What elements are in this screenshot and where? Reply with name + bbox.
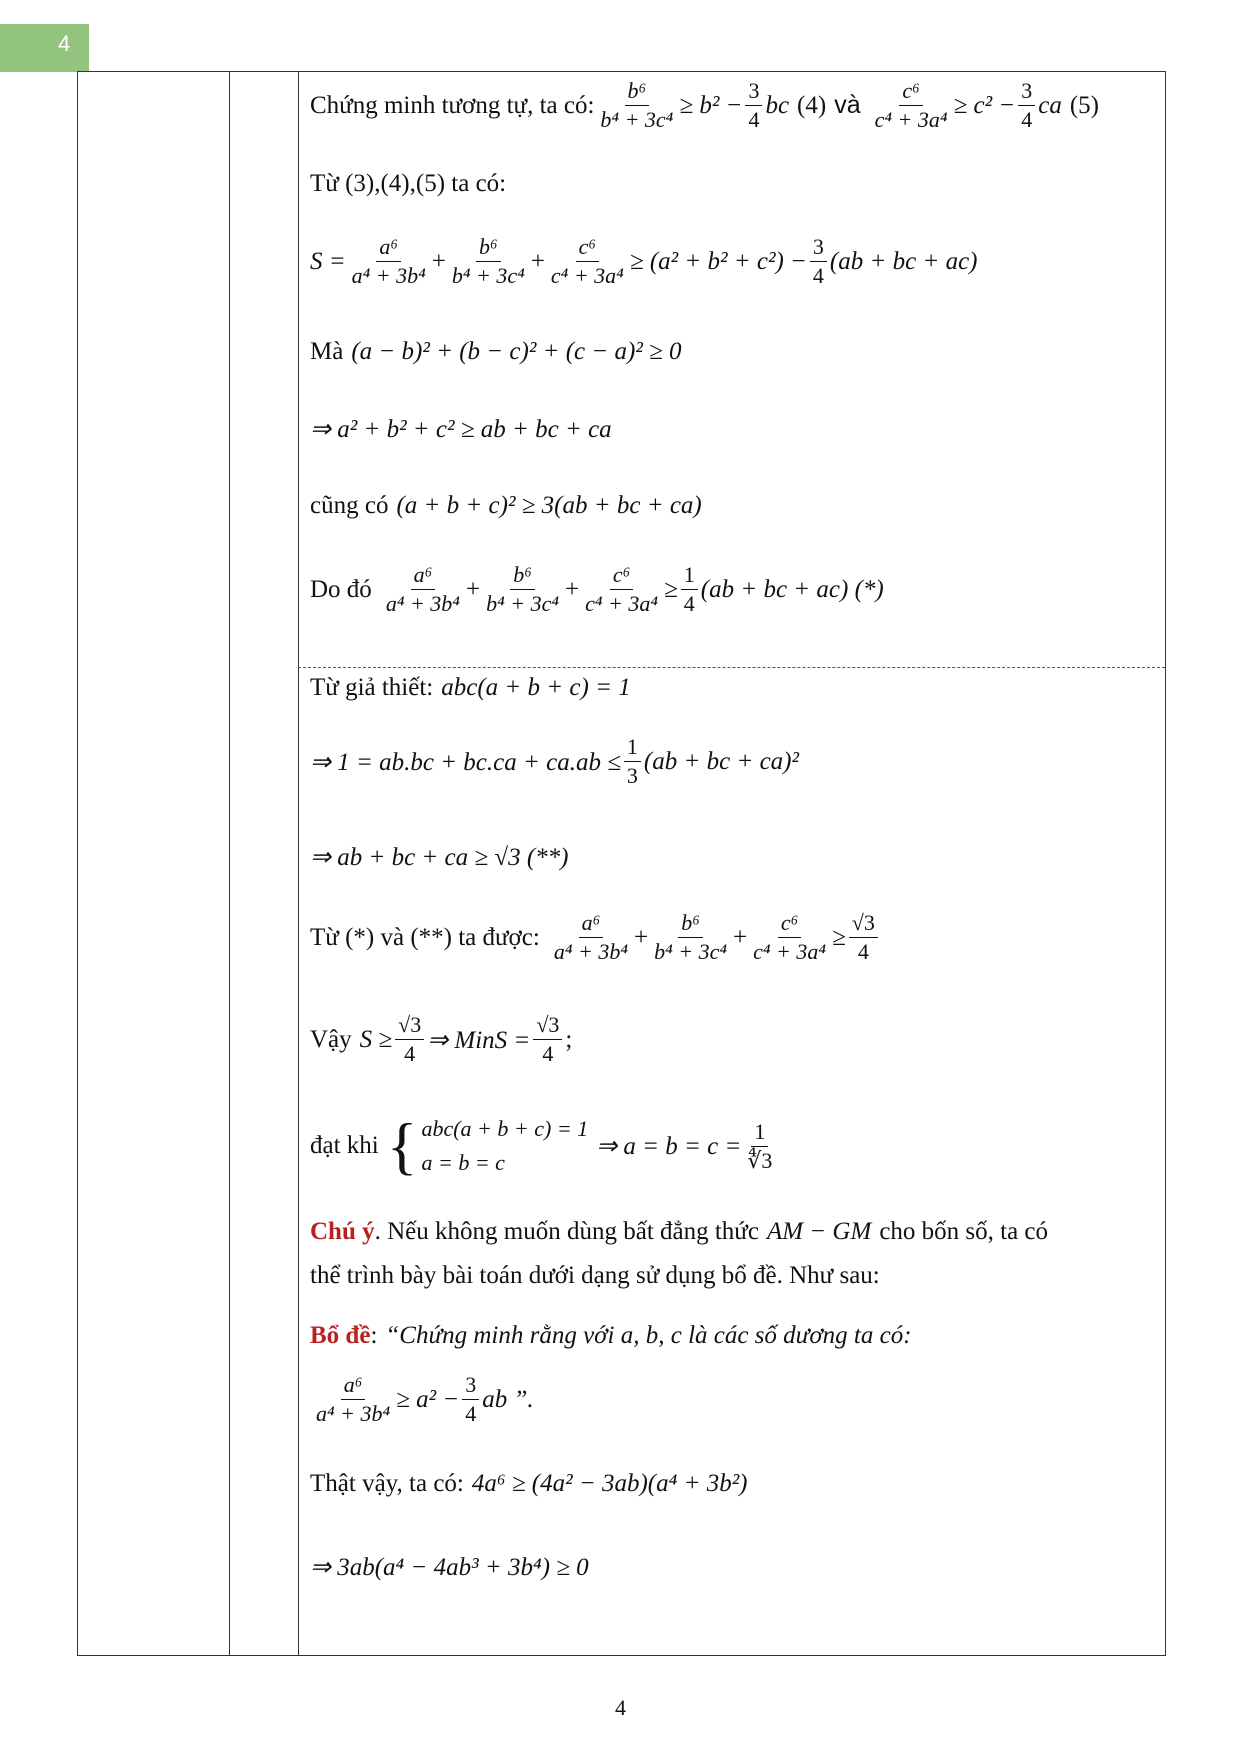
fraction: $\frac{3}{4}$ xyxy=(1018,78,1035,133)
text: Chứng minh tương tự, ta có: xyxy=(310,91,595,119)
math: S ≥ xyxy=(359,1025,393,1053)
math: ⇒ MinS = xyxy=(427,1026,531,1054)
fraction: $\frac{1}{∜3}$ xyxy=(747,1118,773,1173)
lemma-line xyxy=(310,1322,912,1350)
text: Mà xyxy=(310,338,344,365)
math: ca xyxy=(1038,91,1062,119)
note-line-2 xyxy=(310,1262,880,1290)
tag: (4) xyxy=(797,91,827,119)
fraction: $\frac{√3}{4}$ xyxy=(395,1012,424,1067)
fraction: $\frac{\text{c⁶}}{\text{c⁴ + 3a⁴}}$ xyxy=(874,78,948,132)
math: (ab + bc + ac) xyxy=(829,247,978,275)
math: bc xyxy=(765,91,790,119)
fraction: $\frac{√3}{4}$ xyxy=(849,910,878,965)
text: Vậy xyxy=(310,1025,352,1053)
fraction: $\frac{\text{b⁶}}{\text{b⁴ + 3c⁴}}$ xyxy=(600,78,674,132)
line-squares xyxy=(310,338,682,366)
page-number: 4 xyxy=(615,1695,626,1720)
line-conclusion xyxy=(310,1012,572,1067)
text: Từ (*) và (**) ta được: xyxy=(310,923,540,951)
fraction: $\frac{\text{b⁶}}{\text{b⁴ + 3c⁴}}$ xyxy=(486,562,559,616)
math: (a + b + c)² ≥ 3(ab + bc + ca) xyxy=(396,492,702,519)
line-similar-proof xyxy=(310,78,1099,133)
fraction: $\frac{\text{b⁶}}{\text{b⁴ + 3c⁴}}$ xyxy=(451,234,525,288)
fraction: $\frac{\text{a⁶}}{\text{a⁴ + 3b⁴}}$ xyxy=(553,910,628,964)
equation-system: abc(a + b + c) = 1 a = b = c xyxy=(421,1116,589,1175)
math: ≥ xyxy=(832,923,846,951)
fraction: $\frac{\text{c⁶}}{\text{c⁴ + 3a⁴}}$ xyxy=(585,562,659,616)
text: Từ giả thiết: xyxy=(310,674,434,701)
math: ⇒ a = b = c = xyxy=(596,1133,742,1160)
text: “Chứng minh rằng với a, b, c là các số dương ta có: xyxy=(385,1322,912,1349)
text: cũng có xyxy=(310,492,389,519)
line-therefore: Do đó $\frac{\text{a⁶}}{\text{a⁴ + 3b⁴}}$ + $\frac{\text{b⁶}}{\text{b⁴ + 3c⁴}}$ + $\frac{\text{c⁶}}{\text{c⁴ + 3a⁴}}$ ≥ $\frac{1}{4}$ (ab + bc + ac) (*) xyxy=(310,562,884,616)
text: đạt khi xyxy=(310,1132,379,1159)
lemma-label: Bổ đề xyxy=(310,1322,371,1349)
math: ≥ (a² + b² + c²) − xyxy=(629,247,807,275)
table-column-line xyxy=(229,71,230,1656)
math: abc(a + b + c) = 1 xyxy=(441,674,631,701)
fraction: $\frac{1}{3}$ xyxy=(624,734,641,789)
line-implies-1 xyxy=(310,414,612,444)
math: (ab + bc + ac) (*) xyxy=(700,575,884,603)
fraction: $\frac{\text{c⁶}}{\text{c⁴ + 3a⁴}}$ xyxy=(753,910,827,964)
line-indeed xyxy=(310,1470,748,1498)
math: AM − GM xyxy=(766,1218,872,1245)
math: ≥ xyxy=(664,575,678,603)
math: ≥ c² − xyxy=(953,91,1016,119)
fraction: $\frac{√3}{4}$ xyxy=(533,1012,562,1067)
line-also xyxy=(310,492,702,520)
math: ⇒ a² + b² + c² ≥ ab + bc + ca xyxy=(310,416,612,443)
line-from-345 xyxy=(310,170,506,198)
fraction: $\frac{\text{a⁶}}{\text{a⁴ + 3b⁴}}$ xyxy=(316,1372,391,1426)
fraction: $\frac{\text{a⁶}}{\text{a⁴ + 3b⁴}}$ xyxy=(351,234,426,288)
fraction: $\frac{3}{4}$ xyxy=(810,234,827,289)
text: và xyxy=(834,91,861,119)
fraction: $\frac{\text{a⁶}}{\text{a⁴ + 3b⁴}}$ xyxy=(385,562,460,616)
math: 4a⁶ ≥ (4a² − 3ab)(a⁴ + 3b²) xyxy=(471,1470,748,1497)
fraction: $\frac{3}{4}$ xyxy=(745,78,762,133)
page-tab: 4 xyxy=(0,24,89,72)
line-implies-3 xyxy=(310,842,568,872)
table-column-line xyxy=(298,71,299,1656)
line-implies-2 xyxy=(310,734,799,789)
line-combined: Từ (*) và (**) ta được: $\frac{\text{a⁶}}{\text{a⁴ + 3b⁴}}$ + $\frac{\text{b⁶}}{\text{b⁴ + 3c⁴}}$ + $\frac{\text{c⁶}}{\text{c⁴ + 3a⁴}}$ ≥ $\frac{√3}{4}$ xyxy=(310,910,881,965)
line-s-sum: S = $\frac{\text{a⁶}}{\text{a⁴ + 3b⁴}}$ + $\frac{\text{b⁶}}{\text{b⁴ + 3c⁴}}$ + $\frac{\text{c⁶}}{\text{c⁴ + 3a⁴}}$ ≥ (a² + b² + c²) − $\frac{3}{4}$ (ab + bc + ac) xyxy=(310,234,978,288)
note-line-1 xyxy=(310,1218,1048,1246)
line-hypothesis xyxy=(310,674,631,702)
math: (a − b)² + (b − c)² + (c − a)² ≥ 0 xyxy=(351,338,682,365)
math: S = xyxy=(310,247,346,275)
math: ab ”. xyxy=(482,1385,534,1413)
text: : xyxy=(370,1322,378,1349)
row-divider xyxy=(298,667,1165,668)
fraction: $\frac{\text{b⁶}}{\text{b⁴ + 3c⁴}}$ xyxy=(654,910,728,964)
text: cho bốn số, ta có xyxy=(879,1218,1049,1245)
fraction: $\frac{1}{4}$ xyxy=(681,562,698,617)
line-equality xyxy=(310,1112,778,1180)
lemma-formula xyxy=(310,1372,534,1427)
math: ⇒ ab + bc + ca ≥ √3 (**) xyxy=(310,844,569,871)
tag: (5) xyxy=(1069,91,1099,119)
note-label: Chú ý xyxy=(310,1218,375,1245)
line-implies-4 xyxy=(310,1552,589,1582)
math: ≥ b² − xyxy=(679,91,743,119)
table-outer xyxy=(77,71,1166,1656)
text: . Nếu không muốn dùng bất đẳng thức xyxy=(374,1218,759,1245)
math: ⇒ 3ab(a⁴ − 4ab³ + 3b⁴) ≥ 0 xyxy=(310,1554,589,1581)
text: thể trình bày bài toán dưới dạng sử dụng bổ đề. Như sau: xyxy=(310,1262,880,1289)
fraction: $\frac{\text{c⁶}}{\text{c⁴ + 3a⁴}}$ xyxy=(550,234,624,288)
math: (ab + bc + ca)² xyxy=(643,747,799,775)
fraction: $\frac{3}{4}$ xyxy=(462,1372,479,1427)
math: ; xyxy=(565,1025,573,1053)
text: Thật vậy, ta có: xyxy=(310,1470,464,1497)
math: ≥ a² − xyxy=(396,1385,460,1413)
text: Từ (3),(4),(5) ta có: xyxy=(310,170,507,197)
brace: { xyxy=(386,1110,418,1181)
math: ⇒ 1 = ab.bc + bc.ca + ca.ab ≤ xyxy=(310,748,621,776)
text: Do đó xyxy=(310,575,372,603)
